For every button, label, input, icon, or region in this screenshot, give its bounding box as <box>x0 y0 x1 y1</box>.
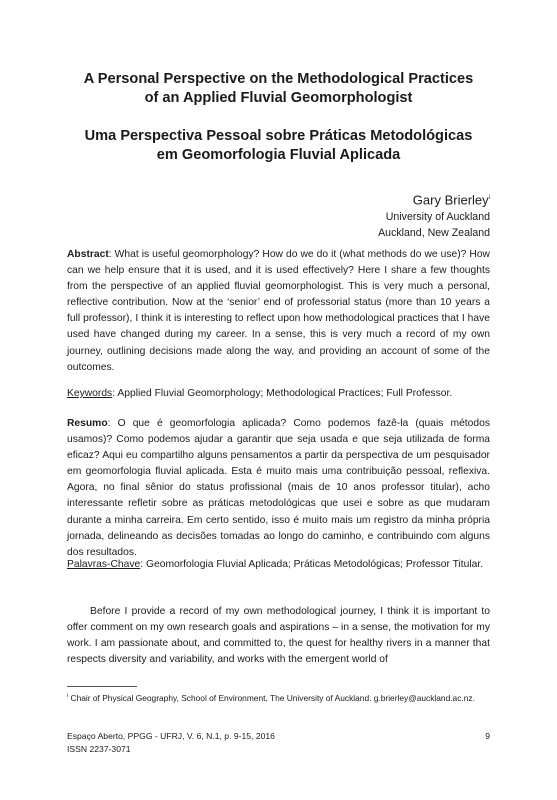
abstract-text: : What is useful geomorphology? How do we do it (what methods do we use)? How can we help ensure that it is used, and it is used effectively? Here I share a few thoughts from the perspective of an applied fluvial geomorphologist. This is very much a personal, reflective contribution. Now at the ‘senior’ end of professorial status (more than 10 years a full professor), I think it is interesting to reflect upon how methodological practices that I have used have changed during my career. In a sense, this is very much a record of my own journey, outlining decisions made along the way, and providing an account of some of the outcomes. <box>67 249 490 373</box>
abstract <box>67 247 490 376</box>
title-portuguese-line-2: em Geomorfologia Fluvial Aplicada <box>156 147 401 163</box>
author-footnote-marker: i <box>488 195 490 201</box>
title-english-line-1: A Personal Perspective on the Methodological Practices <box>83 71 474 87</box>
palavras-chave-label: Palavras-Chave <box>67 559 141 570</box>
title-portuguese <box>60 127 497 165</box>
author-location: Auckland, New Zealand <box>378 227 490 240</box>
author-block <box>378 189 490 241</box>
page-footer <box>67 730 490 756</box>
resumo-label: Resumo <box>67 418 108 429</box>
page-number: 9 <box>485 731 490 741</box>
keywords-label: Keywords <box>67 388 113 399</box>
title-portuguese-line-1: Uma Perspectiva Pessoal sobre Práticas Metodológicas <box>84 128 473 144</box>
author-name: Gary Brierley <box>412 192 489 208</box>
abstract-label: Abstract <box>67 249 109 260</box>
resumo <box>67 416 490 561</box>
footnote-text: Chair of Physical Geography, School of Environment, The University of Auckland. g.brierley@auckland.ac.nz. <box>68 692 475 703</box>
footnote <box>67 690 490 704</box>
title-english-line-2: of an Applied Fluvial Geomorphologist <box>144 90 413 106</box>
footnote-marker: i <box>67 693 69 699</box>
keywords-text: : Applied Fluvial Geomorphology; Methodological Practices; Full Professor. <box>112 388 453 399</box>
footnote-divider <box>67 686 137 687</box>
palavras-chave-text: : Geomorfologia Fluvial Aplicada; Práticas Metodológicas; Professor Titular. <box>140 559 484 570</box>
author-name-line <box>378 189 490 209</box>
title-english <box>60 70 497 108</box>
body-paragraph: Before I provide a record of my own methodological journey, I think it is important to offer comment on my own research goals and aspirations – in a sense, the motivation for my work. I am passionate about, and committed to, the quest for healthy rivers in a manner that respects diversity and variability, and works with the emergent world of <box>67 606 490 666</box>
journal-issn: ISSN 2237-3071 <box>67 744 131 754</box>
palavras-chave <box>67 557 490 573</box>
keywords <box>67 386 490 402</box>
resumo-text: : O que é geomorfologia aplicada? Como podemos fazê-la (quais métodos usamos)? Como podemos ajudar a garantir que seja usada e que seja utilizada de forma eficaz? Aqui eu compartilho alguns pensamentos a partir da perspectiva de um pesquisador em geomorfologia fluvial aplicada. Esta é muito mais uma contribuição pessoal, reflexiva. Agora, no final sênior do status profissional (mais de 10 anos professor titular), acho interessante refletir sobre as práticas metodológicas que usei e sobre as que mudaram durante a minha carreira. Em certo sentido, isso é muito mais um registro da minha própria jornada, delineando as decisões tomadas ao longo do caminho, e contribuindo com alguns dos resultados. <box>67 418 490 558</box>
author-affiliation: University of Auckland <box>385 211 490 224</box>
journal-citation: Espaço Aberto, PPGG - UFRJ, V. 6, N.1, p. 9-15, 2016 <box>67 731 275 741</box>
